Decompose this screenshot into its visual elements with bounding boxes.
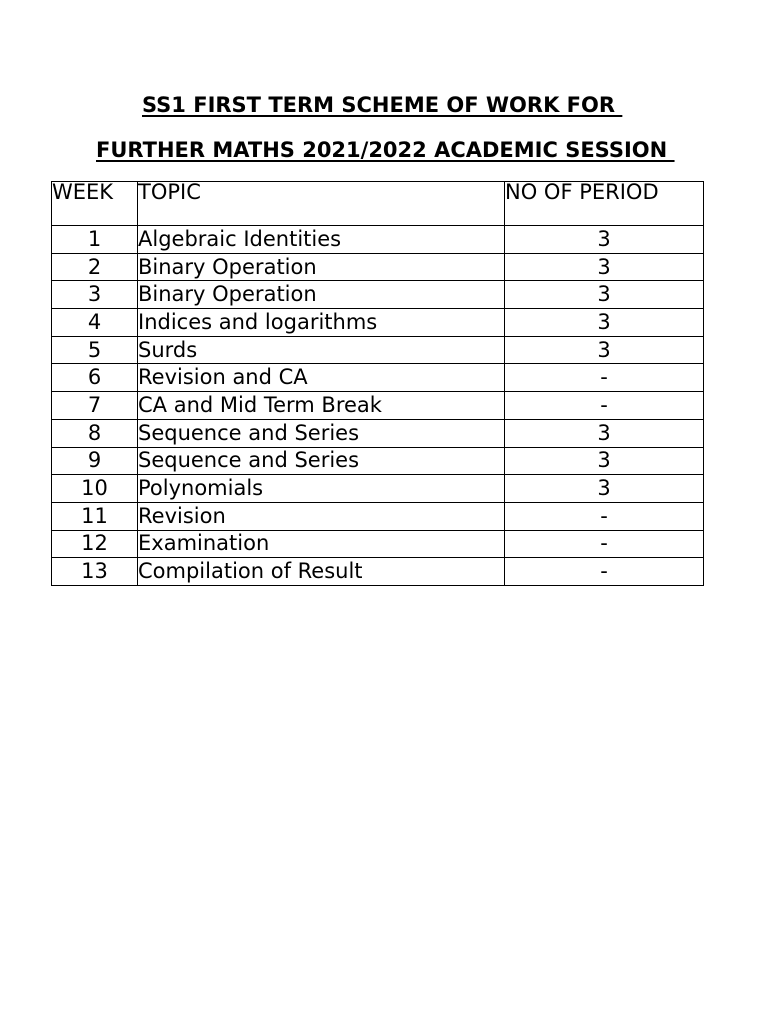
topic-cell: Revision <box>138 502 505 530</box>
period-cell: - <box>505 558 704 586</box>
topic-cell: Sequence and Series <box>138 419 505 447</box>
week-cell: 1 <box>52 226 138 254</box>
topic-cell: Sequence and Series <box>138 447 505 475</box>
topic-cell: Binary Operation <box>138 281 505 309</box>
week-cell: 2 <box>52 253 138 281</box>
week-cell: 4 <box>52 309 138 337</box>
column-header-period: NO OF PERIOD <box>505 182 704 226</box>
table-row <box>52 364 704 392</box>
topic-cell: Binary Operation <box>138 253 505 281</box>
week-cell: 12 <box>52 530 138 558</box>
topic-cell: Indices and logarithms <box>138 309 505 337</box>
table-row <box>52 253 704 281</box>
week-cell: 11 <box>52 502 138 530</box>
week-cell: 3 <box>52 281 138 309</box>
period-cell: 3 <box>505 281 704 309</box>
period-cell: - <box>505 502 704 530</box>
topic-cell: Algebraic Identities <box>138 226 505 254</box>
week-cell: 5 <box>52 336 138 364</box>
table-row <box>52 558 704 586</box>
topic-cell: Surds <box>138 336 505 364</box>
table-body <box>52 226 704 586</box>
document-title-line-2: FURTHER MATHS 2021/2022 ACADEMIC SESSION <box>96 138 675 162</box>
topic-cell: Polynomials <box>138 475 505 503</box>
week-cell: 7 <box>52 392 138 420</box>
period-cell: 3 <box>505 253 704 281</box>
period-cell: - <box>505 392 704 420</box>
topic-cell: Examination <box>138 530 505 558</box>
week-cell: 10 <box>52 475 138 503</box>
topic-cell: Compilation of Result <box>138 558 505 586</box>
document-title-line-1: SS1 FIRST TERM SCHEME OF WORK FOR <box>142 93 623 117</box>
table-row <box>52 309 704 337</box>
table-row <box>52 419 704 447</box>
period-cell: 3 <box>505 336 704 364</box>
table-row <box>52 281 704 309</box>
period-cell: - <box>505 530 704 558</box>
period-cell: 3 <box>505 419 704 447</box>
column-header-topic: TOPIC <box>138 182 505 226</box>
table-row <box>52 447 704 475</box>
week-cell: 9 <box>52 447 138 475</box>
table-row <box>52 392 704 420</box>
topic-cell: Revision and CA <box>138 364 505 392</box>
table-header <box>52 182 704 226</box>
period-cell: - <box>505 364 704 392</box>
period-cell: 3 <box>505 475 704 503</box>
week-cell: 13 <box>52 558 138 586</box>
table-row <box>52 226 704 254</box>
table-row <box>52 336 704 364</box>
table-row <box>52 502 704 530</box>
table-row <box>52 475 704 503</box>
week-cell: 8 <box>52 419 138 447</box>
week-cell: 6 <box>52 364 138 392</box>
period-cell: 3 <box>505 447 704 475</box>
table-row <box>52 530 704 558</box>
topic-cell: CA and Mid Term Break <box>138 392 505 420</box>
header-row <box>52 182 704 226</box>
period-cell: 3 <box>505 309 704 337</box>
scheme-of-work-table <box>51 181 704 586</box>
column-header-week: WEEK <box>52 182 138 226</box>
period-cell: 3 <box>505 226 704 254</box>
